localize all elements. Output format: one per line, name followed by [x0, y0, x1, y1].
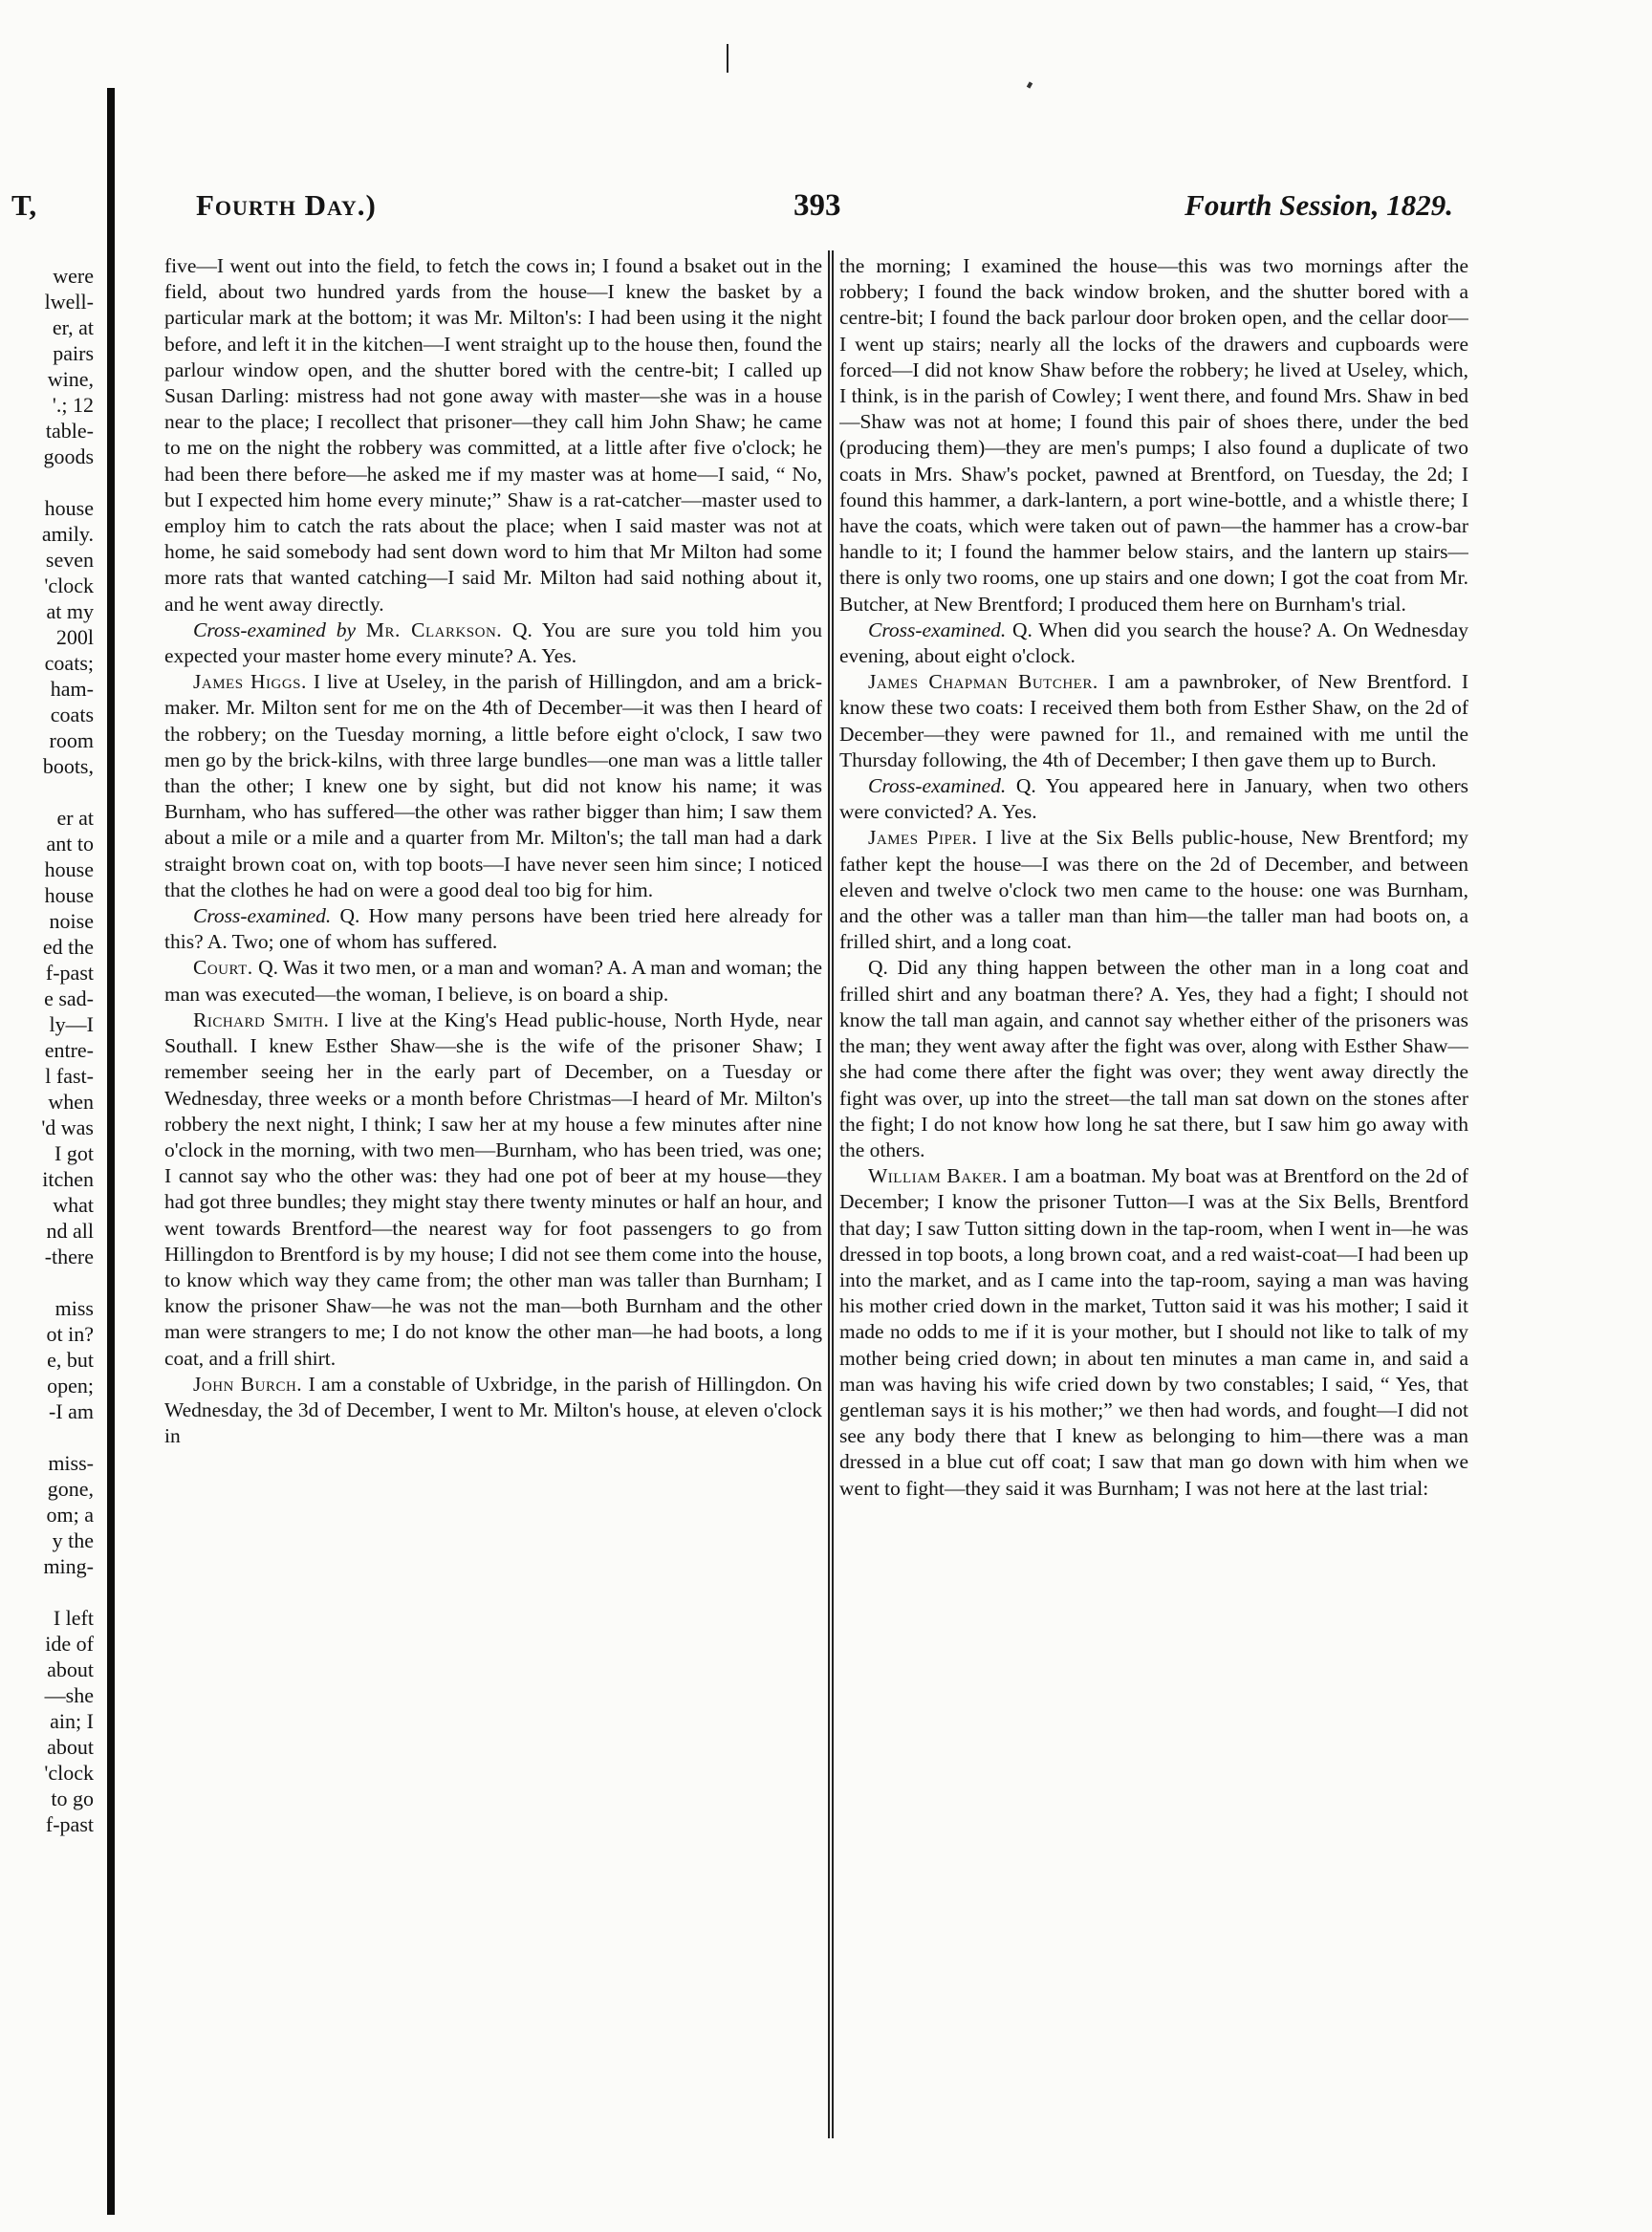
margin-fragment: what [53, 1193, 94, 1217]
witness-name: Richard Smith. [193, 1008, 330, 1031]
margin-fragment: I got [54, 1141, 94, 1165]
testimony-paragraph [164, 253, 822, 618]
testimony-text: I am a constable of Uxbridge, in the parish of Hillingdon. On Wednesday, the 3d of December, I went to Mr. Milton's house, at eleven o'clock in [164, 1372, 822, 1448]
testimony-text: I live at the King's Head public-house, North Hyde, near Southall. I knew Esther Shaw—she is the wife of the prisoner Shaw; I remember seeing her in the early part of December, on a Tuesday or Wednesday, three weeks or a month before Christmas—I heard of Mr. Milton's robbery the next night, I think; I saw her at my house a few minutes after nine o'clock in the morning, with two men—Burnham, who has been tried, was one; I cannot say who the other was: they had one pot of beer at my house—they had got three bundles; they might stay there twenty minutes or half an hour, and went towards Brentford—the nearest way for foot passengers to go from Hillingdon to Brentford is by my house; I did not see them come into the house, to know which way they came from; the other man was taller than Burnham; I know the prisoner Shaw—he was not the man—both Burnham and the other man were strangers to me; I do not know the other man—he had boots, a long coat, and a frill shirt. [164, 1008, 822, 1370]
testimony-paragraph [164, 903, 822, 955]
margin-fragment [0, 1269, 94, 1295]
witness-name: James Higgs. [193, 670, 307, 694]
margin-fragment: open; [47, 1374, 94, 1398]
margin-fragment: f-past [45, 961, 94, 985]
cross-examination-label: Cross-examined. [868, 774, 1007, 798]
testimony-paragraph [839, 955, 1468, 1163]
margin-fragment: l fast- [45, 1064, 94, 1088]
margin-fragment: to go [51, 1787, 94, 1810]
testimony-paragraph [839, 253, 1468, 618]
witness-name: John Burch. [193, 1372, 303, 1396]
margin-fragment: ain; I [50, 1709, 94, 1733]
margin-fragment [0, 1424, 94, 1450]
text-column-right [839, 253, 1468, 2141]
margin-fragment: miss [54, 1296, 94, 1320]
previous-page-margin-fragments [0, 263, 94, 2156]
testimony-text: Q. You appeared here in January, when two others were convicted? A. Yes. [839, 774, 1468, 824]
witness-name: James Piper. [868, 826, 978, 850]
column-divider-rule [832, 250, 834, 2138]
margin-fragment: lwell- [44, 290, 94, 314]
testimony-text: Q. Did any thing happen between the other man in a long coat and frilled shirt and any boatman there? A. Yes, they had a fight; I should not know the tall man again, and cannot say whether either of the prisoners was the man; they went away after the fight was over, along with Esther Shaw—she had come there after the fight was over; they went away directly the fight was over, up into the street—the tall man sat down on the stones after the fight; I do not know how long he sat there, but I saw him go away with the others. [839, 956, 1468, 1161]
margin-fragment: nd all [46, 1219, 94, 1243]
testimony-paragraph [164, 669, 822, 903]
testimony-paragraph [164, 955, 822, 1007]
margin-fragment: 'd was [41, 1116, 94, 1139]
cross-examination-label: Cross-examined. [193, 904, 332, 928]
page-number: 393 [793, 188, 841, 223]
testimony-paragraph [839, 1163, 1468, 1502]
margin-fragment: itchen [42, 1167, 94, 1191]
margin-fragment: 'clock [44, 1761, 94, 1785]
margin-fragment: ming- [43, 1554, 94, 1578]
margin-fragment: e, but [47, 1348, 94, 1372]
margin-fragment [0, 469, 94, 495]
margin-fragment: ot in? [46, 1322, 94, 1346]
margin-fragment: I left [53, 1606, 94, 1630]
cross-examination-label: Cross-examined. [868, 618, 1007, 641]
testimony-text: I live at Useley, in the parish of Hillingdon, and am a brick-maker. Mr. Milton sent for me on the 4th of December—it was then I heard of the robbery; on the Tuesday morning, a little before eight o'clock, I saw two men go by the brick-kilns, with three large bundles—one man was a little taller than the other; I knew one by sight, but did not know his name; it was Burnham, who has suffered—the other was rather bigger than him; I saw them about a mile or a mile and a quarter from Mr. Milton's; the tall man had a dark straight brown coat on, with top boots—I have never seen him since; I noticed that the clothes he had on were a good deal too big for him. [164, 670, 822, 901]
testimony-paragraph [164, 1372, 822, 1450]
margin-fragment: seven [45, 548, 94, 572]
margin-fragment: '.; 12 [52, 393, 94, 417]
margin-fragment: om; a [46, 1503, 94, 1527]
witness-name: James Chapman Butcher. [868, 670, 1098, 694]
margin-fragment: goods [43, 444, 94, 468]
cross-examination-label: Cross-examined by [193, 618, 357, 641]
margin-fragment: boots, [42, 754, 94, 778]
header-session: Fourth Session, 1829. [1185, 188, 1453, 222]
margin-fragment: -I am [48, 1399, 94, 1423]
margin-fragment: e sad- [44, 986, 94, 1010]
margin-fragment: about [47, 1735, 94, 1759]
counsel-name: Mr. Clarkson. [365, 618, 503, 641]
margin-fragment: about [47, 1658, 94, 1681]
margin-fragment: y the [52, 1528, 94, 1552]
testimony-paragraph [839, 618, 1468, 669]
margin-fragment: entre- [44, 1038, 94, 1062]
margin-fragment: coats; [44, 651, 94, 675]
margin-fragment [0, 779, 94, 805]
witness-name: William Baker. [868, 1164, 1008, 1188]
margin-fragment: wine, [47, 367, 94, 391]
margin-fragment: er at [56, 806, 94, 830]
header-left-fragment: T, [11, 188, 37, 222]
witness-name: Court. [193, 956, 253, 980]
margin-fragment: were [53, 264, 94, 288]
margin-fragment: er, at [52, 315, 94, 339]
testimony-text: Q. When did you search the house? A. On Wednesday evening, about eight o'clock. [839, 618, 1468, 668]
testimony-paragraph [164, 618, 822, 669]
margin-fragment: table- [45, 419, 94, 443]
margin-fragment: amily. [41, 522, 94, 546]
margin-fragment: gone, [47, 1477, 94, 1501]
margin-fragment: noise [49, 909, 94, 933]
margin-fragment: miss- [48, 1451, 94, 1475]
testimony-text: I am a boatman. My boat was at Brentford on the 2d of December; I know the prisoner Tutton—I was at the Six Bells, Brentford that day; I saw Tutton sitting down in the tap-room, when I went in—he was dressed in top boots, a long brown coat, and a red waist-coat—I had been up into the market, and as I came into the tap-room, saying a man was having his mother cried down in the market, Tutton said it was his mother; I said it made no odds to me if it is your mother, but I should not like to talk of my mother being cried down; in about ten minutes a man came in, and said a man was having his wife cried down by two constables; I said, “ Yes, that gentleman says it is his mother;” we then had words, and fought—I did not see any body there that I knew as belonging to him—there was a man dressed in a blue cut off coat; I saw that man go down with him when we went to fight—they said it was Burnham; I was not here at the last trial: [839, 1164, 1468, 1500]
margin-fragment: house [44, 857, 94, 881]
testimony-text: Q. How many persons have been tried here already for this? A. Two; one of whom has suffered. [164, 904, 822, 954]
margin-fragment: ide of [45, 1632, 94, 1656]
testimony-text: Q. Was it two men, or a man and woman? A. A man and woman; the man was executed—the woman, I believe, is on board a ship. [164, 956, 822, 1006]
margin-fragment: when [48, 1090, 94, 1114]
margin-fragment: ed the [42, 935, 94, 959]
testimony-text: I am a pawnbroker, of New Brentford. I know these two coats: I received them both from Esther Shaw, on the 2d of December—they were pawned for 1l., and remained with me until the Thursday following, the 4th of December; I then gave them up to Burch. [839, 670, 1468, 771]
testimony-paragraph [839, 669, 1468, 773]
margin-fragment: house [44, 883, 94, 907]
margin-fragment: f-past [45, 1812, 94, 1836]
header-day: Fourth Day.) [196, 188, 377, 222]
margin-fragment: 200l [55, 625, 94, 649]
margin-fragment: at my [46, 599, 94, 623]
margin-fragment: —she [44, 1683, 94, 1707]
testimony-paragraph [839, 773, 1468, 825]
margin-fragment: ant to [46, 832, 94, 856]
text-column-left [164, 253, 822, 2141]
margin-fragment: house [44, 496, 94, 520]
testimony-text: I live at the Six Bells public-house, New Brentford; my father kept the house—I was there on the 2d of December, and between eleven and twelve o'clock two men came to the house: one was Burnham, and the other was a taller man than him—the taller man had boots on, a frilled shirt, and a long coat. [839, 826, 1468, 954]
testimony-paragraph [164, 1008, 822, 1372]
margin-fragment: room [49, 728, 94, 752]
testimony-text: Q. You are sure you told him you expected your master home every minute? A. Yes. [164, 618, 822, 668]
testimony-paragraph [839, 825, 1468, 955]
margin-fragment: pairs [53, 341, 94, 365]
top-ink-speck [1027, 81, 1032, 88]
testimony-text: the morning; I examined the house—this was two mornings after the robbery; I found the back window broken, and the shutter bored with a centre-bit; I found the back parlour door broken open, and the cellar door—I went up stairs; nearly all the locks of the drawers and cupboards were forced—I did not know Shaw before the robbery; he lived at Useley, which, I think, is in the parish of Cowley; I went there, and found Mrs. Shaw in bed—Shaw was not at home; I found this pair of shoes there, under the bed (producing them)—they are men's pumps; I also found a duplicate of two coats in Mrs. Shaw's pocket, pawned at Brentford, on Tuesday, the 2d; I found this hammer, a dark-lantern, a port wine-bottle, and a whistle there; I have the coats, which were taken out of pawn—the hammer has a crow-bar handle to it; I found the hammer below stairs, and the lantern up stairs—there is only two rooms, one up stairs and one down; I got the coat from Mr. Butcher, at New Brentford; I produced them here on Burnham's trial. [839, 254, 1468, 616]
binding-shadow [107, 88, 115, 2215]
column-divider-rule [828, 250, 830, 2138]
testimony-text: five—I went out into the field, to fetch the cows in; I found a bsaket out in the field, about two hundred yards from the house—I knew the basket by a particular mark at the bottom; it was Mr. Milton's: I had been using it the night before, and left it in the kitchen—I went straight up to the house then, found the parlour window open, and the shutter bored with the centre-bit; I called up Susan Darling: mistress had not gone away with master—she was in a house near to the place; I recollect that prisoner—they call him John Shaw; he came to me on the night the robbery was committed, at a little after five o'clock; he had been there before—he asked me if my master was at home—I said, “ No, but I expected him home every minute;” Shaw is a rat-catcher—master used to employ him to catch the rats about the place; when I said master was not at home, he said somebody had sent down word to him that Mr Milton had some more rats that wanted catching—I said Mr. Milton had said nothing about it, and he went away directly. [164, 254, 822, 616]
margin-fragment: 'clock [44, 574, 94, 597]
margin-fragment [0, 1579, 94, 1605]
top-margin-mark [727, 44, 728, 73]
margin-fragment: ly—I [49, 1012, 94, 1036]
margin-fragment: ham- [50, 677, 94, 701]
margin-fragment: -there [44, 1245, 94, 1268]
margin-fragment: coats [50, 703, 94, 726]
